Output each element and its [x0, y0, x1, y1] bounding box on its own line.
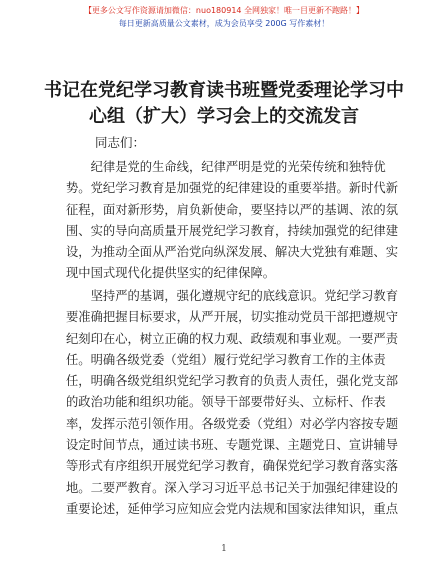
paragraph-line: 坚持严的基调，强化遵规守纪的底线意识。党纪学习教育 — [66, 289, 399, 303]
paragraph-line: 纪刻印在心，树立正确的权力观、政绩观和事业观。一要严责 — [66, 331, 399, 346]
paragraph-line: 重要论述，延伸学习应知应会党内法规和国家法律知识，重点 — [66, 501, 399, 516]
paragraph-line: 围、实的导向高质量开展党纪学习教育，持续加强党的纪律建 — [66, 223, 399, 238]
title-line: 书记在党纪学习教育读书班暨党委理论学习中 — [44, 80, 404, 101]
promo-banner-line1: 【更多公文写作资源请加微信：nuo180914 全网独家！唯一目更新不跑路！】 — [83, 6, 365, 15]
paragraph-line: 任。明确各级党委（党组）履行党纪学习教育工作的主体责 — [66, 352, 386, 367]
paragraph-line: 等形式有序组织开展党纪学习教育，确保党纪学习教育落实落 — [66, 459, 399, 474]
title-line: 心组（扩大）学习会上的交流发言 — [89, 106, 359, 127]
paragraph-2 — [66, 286, 399, 520]
paragraph-line: 率，发挥示范引领作用。各级党委（党组）对必学内容按专题 — [66, 416, 399, 431]
paragraph-line: 势。党纪学习教育是加强党的纪律建设的重要举措。新时代新 — [66, 181, 399, 196]
document-title — [40, 78, 408, 130]
paragraph-line: 征程，面对新形势，肩负新使命，要坚持以严的基调、浓的氛 — [66, 202, 399, 217]
paragraph-line: 现中国式现代化提供坚实的纪律保障。 — [66, 266, 276, 281]
page-number: 1 — [221, 544, 227, 554]
paragraph-line: 要准确把握目标要求，从严开展，切实推动党员干部把遵规守 — [66, 310, 399, 325]
paragraph-line: 的政治功能和组织功能。领导干部要带好头、立标杆、作表 — [66, 395, 386, 410]
paragraph-line: 设定时间节点，通过读书班、专题党课、主题党日、宣讲辅导 — [66, 438, 399, 453]
paragraph-1 — [66, 157, 399, 285]
promo-banner-line2: 每日更新高质量公文素材，成为会员享受 200G 写作素材！ — [118, 19, 330, 28]
salutation: 同志们： — [95, 135, 146, 150]
paragraph-line: 设，为推动全面从严治党向纵深发展、解决大党独有难题、实 — [66, 245, 399, 260]
paragraph-line: 地。二要严教育。深入学习习近平总书记关于加强纪律建设的 — [66, 480, 399, 495]
paragraph-line: 任，明确各级党组织党纪学习教育的负责人责任，强化党支部 — [66, 374, 399, 389]
paragraph-line: 纪律是党的生命线，纪律严明是党的光荣传统和独特优 — [66, 160, 386, 174]
